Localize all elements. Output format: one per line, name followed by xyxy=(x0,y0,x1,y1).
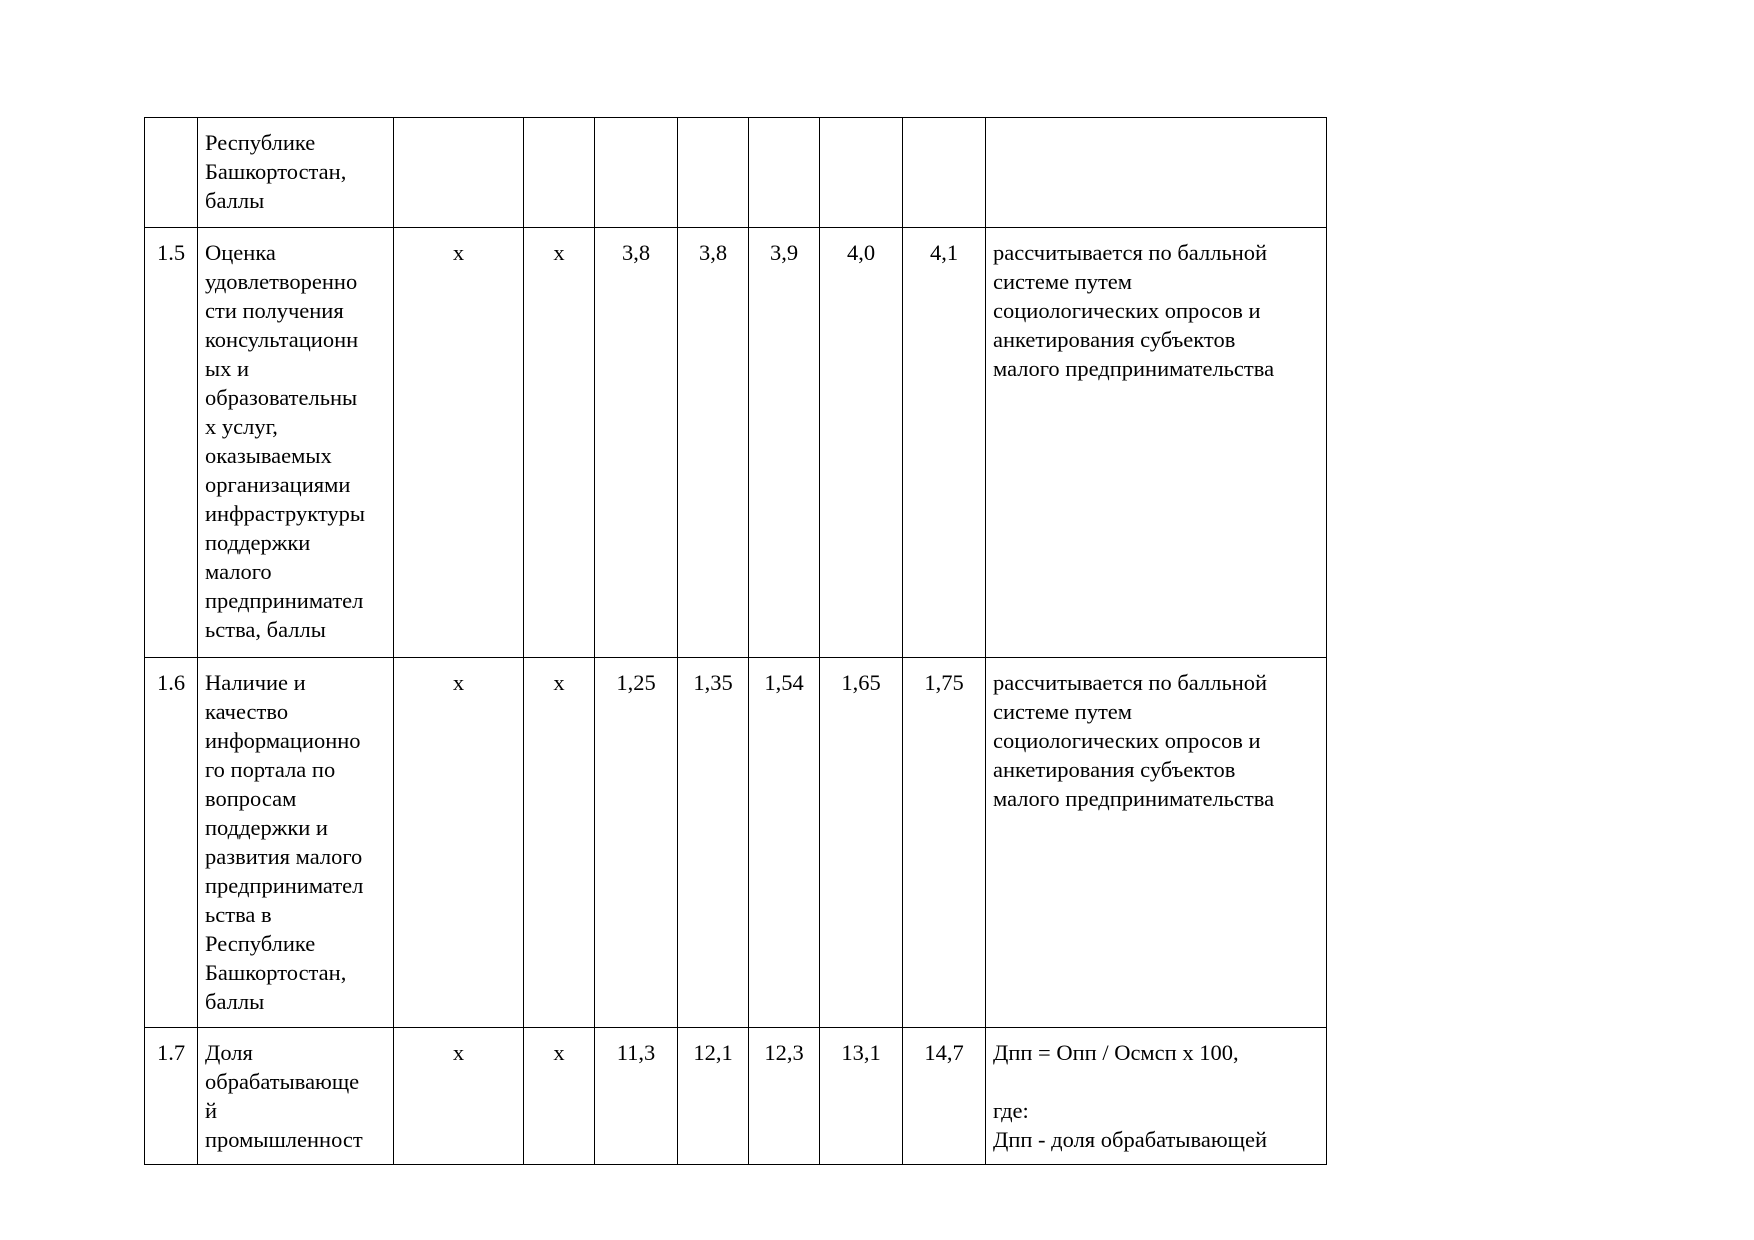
year-value-cell: 14,7 xyxy=(903,1028,986,1165)
calculation-note xyxy=(986,118,1327,228)
year-value-cell: 1,75 xyxy=(903,658,986,1028)
year-value-cell: 13,1 xyxy=(820,1028,903,1165)
calculation-note: Дпп = Опп / Осмсп х 100, где: Дпп - доля обрабатывающей xyxy=(986,1028,1327,1165)
year-value-cell: 1,35 xyxy=(678,658,749,1028)
base-value-cell: х xyxy=(524,1028,595,1165)
row-number: 1.5 xyxy=(145,228,198,658)
table-row xyxy=(145,118,1327,228)
indicator-name: Наличие и качество информационно го портала по вопросам поддержки и развития малого предпринимател ьства в Республике Башкортостан, баллы xyxy=(198,658,394,1028)
indicator-name: Республике Башкортостан, баллы xyxy=(198,118,394,228)
year-value-cell: 1,25 xyxy=(595,658,678,1028)
table-row xyxy=(145,1028,1327,1165)
year-value-cell: 3,8 xyxy=(595,228,678,658)
year-value-cell: 11,3 xyxy=(595,1028,678,1165)
base-value-cell xyxy=(394,118,524,228)
base-value-cell: х xyxy=(394,1028,524,1165)
table-row xyxy=(145,228,1327,658)
year-value-cell xyxy=(903,118,986,228)
calculation-note: рассчитывается по балльной системе путем социологических опросов и анкетирования субъектов малого предпринимательства xyxy=(986,658,1327,1028)
row-number xyxy=(145,118,198,228)
year-value-cell: 4,0 xyxy=(820,228,903,658)
row-number: 1.7 xyxy=(145,1028,198,1165)
base-value-cell: х xyxy=(394,228,524,658)
indicator-name: Оценка удовлетворенно сти получения консультационн ых и образовательны х услуг, оказываемых организациями инфраструктуры поддержки малого предпринимател ьства, баллы xyxy=(198,228,394,658)
year-value-cell: 1,54 xyxy=(749,658,820,1028)
row-number: 1.6 xyxy=(145,658,198,1028)
base-value-cell xyxy=(524,118,595,228)
base-value-cell: х xyxy=(524,228,595,658)
year-value-cell xyxy=(678,118,749,228)
year-value-cell: 12,1 xyxy=(678,1028,749,1165)
year-value-cell xyxy=(820,118,903,228)
year-value-cell: 3,8 xyxy=(678,228,749,658)
year-value-cell xyxy=(595,118,678,228)
indicators-table xyxy=(144,117,1327,1165)
year-value-cell: 1,65 xyxy=(820,658,903,1028)
base-value-cell: х xyxy=(394,658,524,1028)
base-value-cell: х xyxy=(524,658,595,1028)
year-value-cell: 12,3 xyxy=(749,1028,820,1165)
table-row xyxy=(145,658,1327,1028)
year-value-cell: 4,1 xyxy=(903,228,986,658)
year-value-cell xyxy=(749,118,820,228)
calculation-note: рассчитывается по балльной системе путем социологических опросов и анкетирования субъектов малого предпринимательства xyxy=(986,228,1327,658)
year-value-cell: 3,9 xyxy=(749,228,820,658)
indicator-name: Доля обрабатывающе й промышленност xyxy=(198,1028,394,1165)
